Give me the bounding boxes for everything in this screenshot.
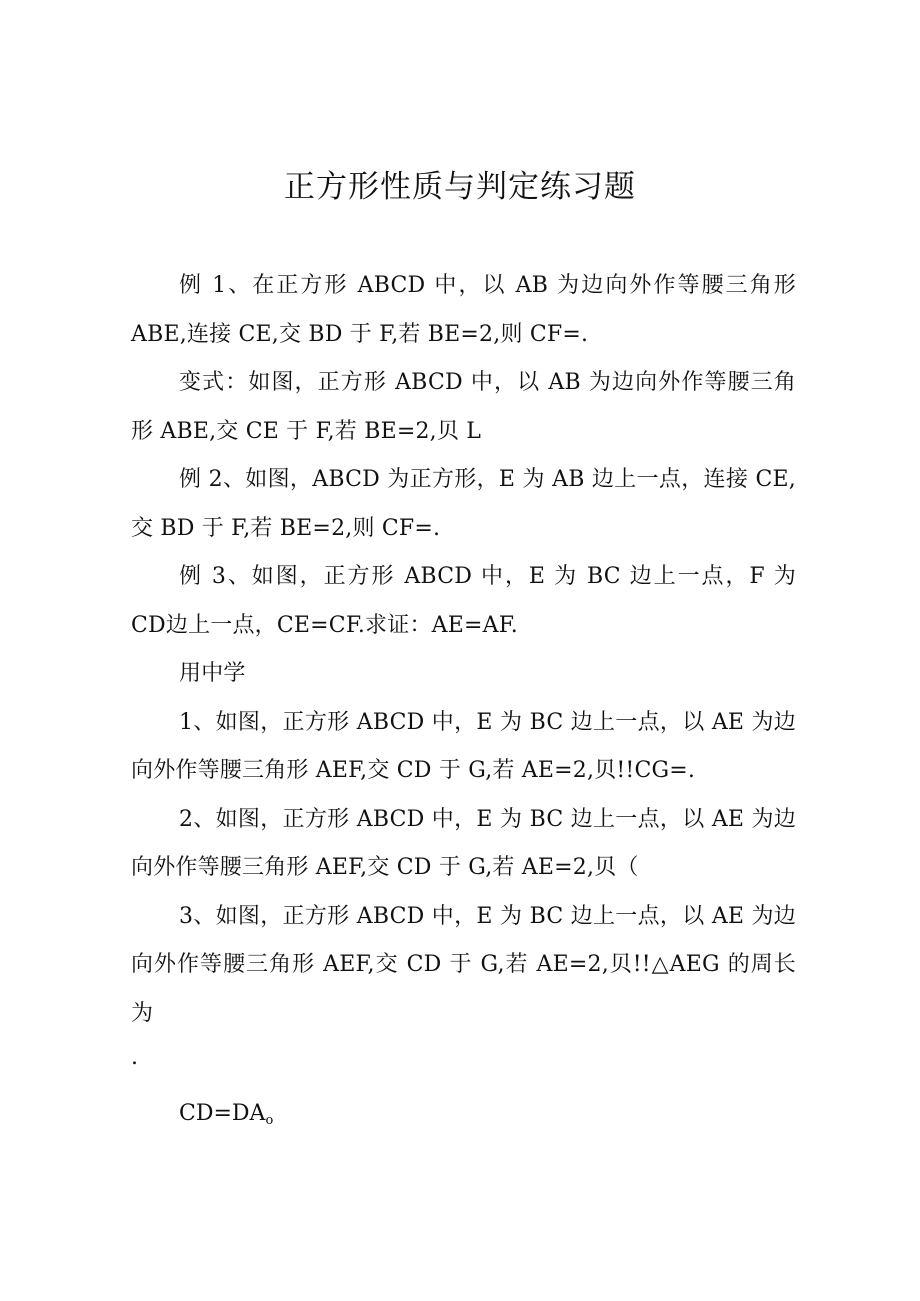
equation-text: CD=DA [179, 1101, 266, 1126]
equation-line [131, 1090, 796, 1145]
trailing-dot: . [131, 1045, 138, 1070]
page-title: 正方形性质与判定练习题 [284, 169, 636, 205]
equation-subscript: o [265, 1113, 274, 1128]
section-heading: 用中学 [179, 661, 246, 686]
exercise-2: 2、如图，正方形 ABCD 中，E 为 BC 边上一点，以 AE 为边向外作等腰三角形 AEF,交 CD 于 G,若 AE=2,贝（ [131, 806, 796, 880]
exercise-1: 1、如图，正方形 ABCD 中，E 为 BC 边上一点，以 AE 为边向外作等腰三角形 AEF,交 CD 于 G,若 AE=2,贝!!CG=. [131, 709, 796, 783]
paragraph-example-2: 例 2、如图，ABCD 为正方形，E 为 AB 边上一点，连接 CE,交 BD 于 F,若 BE=2,则 CF=. [131, 467, 796, 541]
exercise-3: 3、如图，正方形 ABCD 中，E 为 BC 边上一点，以 AE 为边向外作等腰三角形 AEF,交 CD 于 G,若 AE=2,贝!!△AEG 的周长为 [131, 903, 796, 1026]
paragraph-example-1: 例 1、在正方形 ABCD 中，以 AB 为边向外作等腰三角形ABE,连接 CE,交 BD 于 F,若 BE=2,则 CF=. [131, 273, 796, 347]
paragraph-variant: 变式：如图，正方形 ABCD 中，以 AB 为边向外作等腰三角形 ABE,交 CE 于 F,若 BE=2,贝 L [131, 370, 796, 444]
document-body [131, 262, 796, 1167]
paragraph-example-3: 例 3、如图，正方形 ABCD 中，E 为 BC 边上一点，F 为 CD边上一点，CE=CF.求证：AE=AF. [131, 564, 796, 638]
